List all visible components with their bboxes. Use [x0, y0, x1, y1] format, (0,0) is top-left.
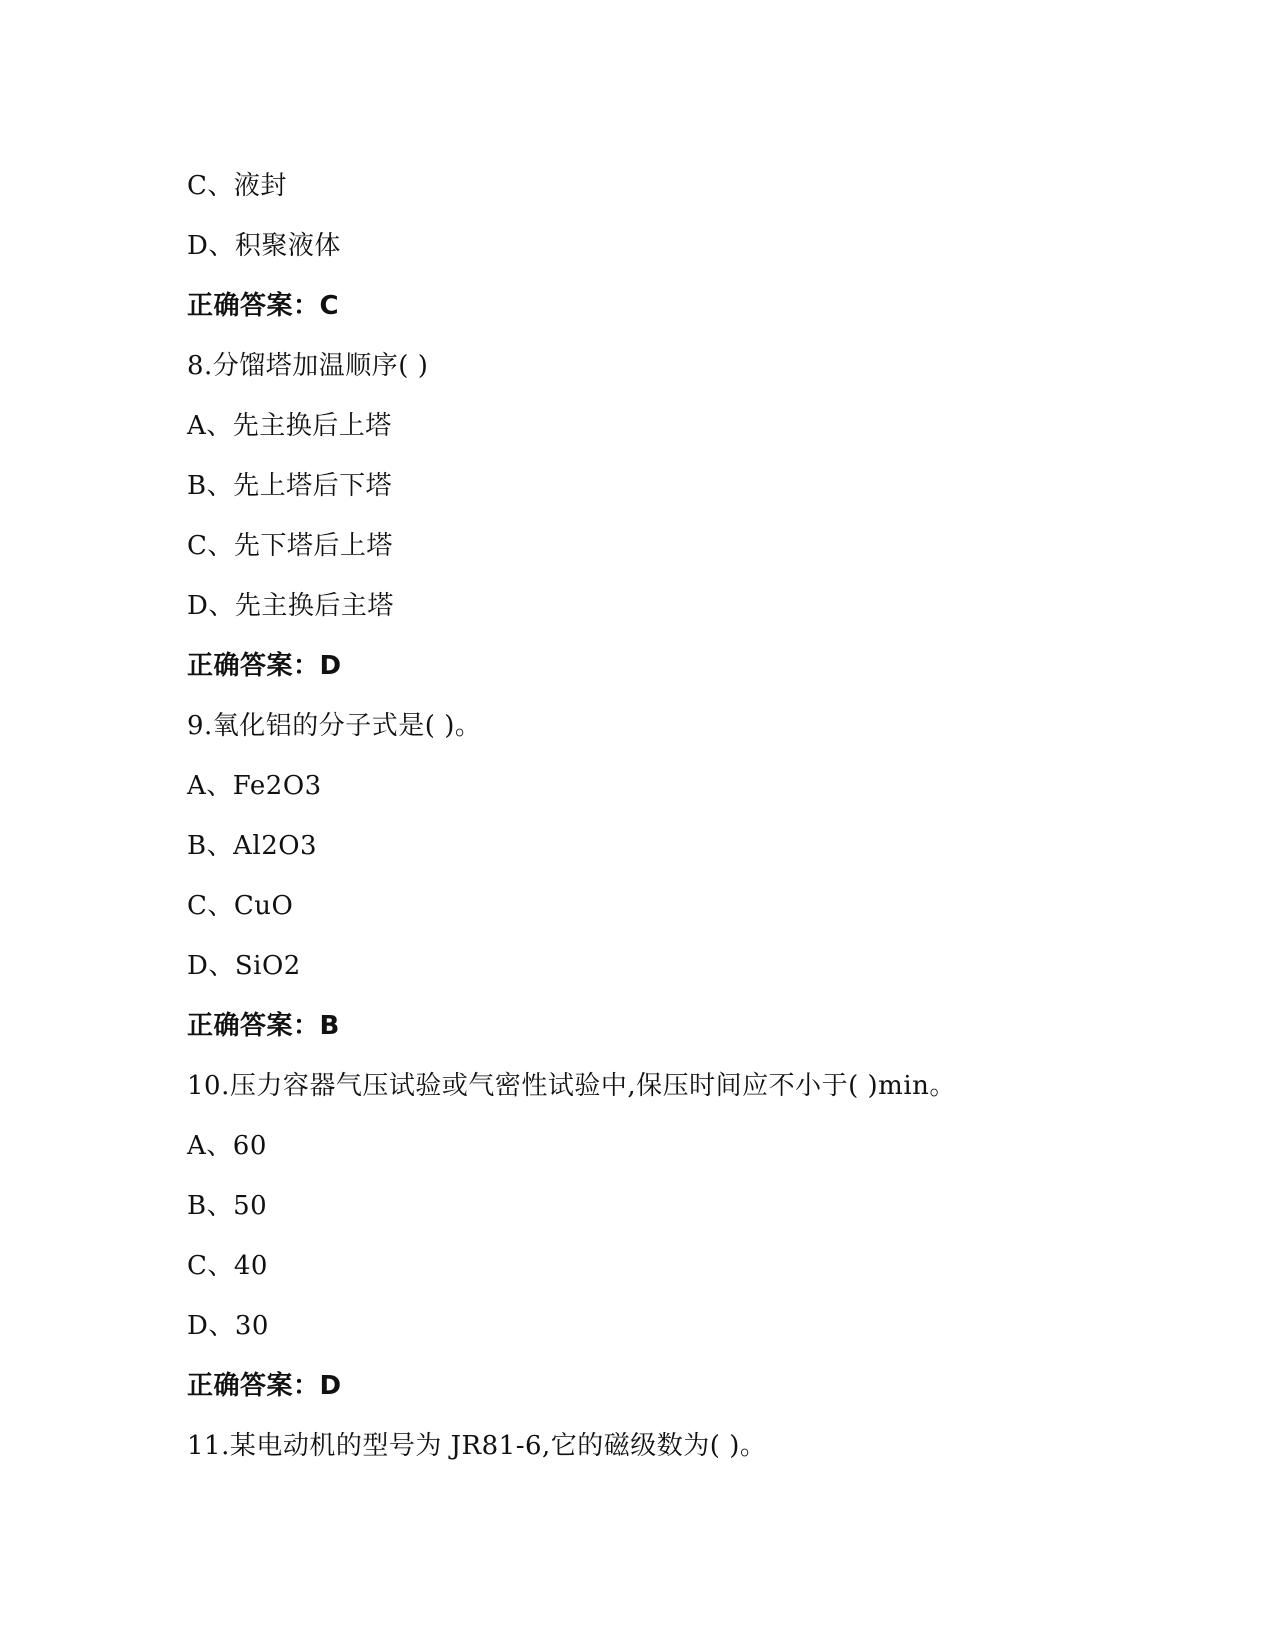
answer-7: 正确答案：C	[187, 291, 340, 321]
question-11: 11.某电动机的型号为 JR81-6,它的磁级数为( )。	[187, 1431, 767, 1461]
option-9a: A、Fe2O3	[187, 771, 322, 801]
option-9d: D、SiO2	[187, 951, 301, 981]
option-8b: B、先上塔后下塔	[187, 471, 393, 501]
question-8: 8.分馏塔加温顺序( )	[187, 351, 429, 381]
option-10d: D、30	[187, 1311, 269, 1341]
option-8a: A、先主换后上塔	[187, 411, 392, 441]
option-10c: C、40	[187, 1251, 268, 1281]
option-10a: A、60	[187, 1131, 267, 1161]
option-10b: B、50	[187, 1191, 268, 1221]
question-9: 9.氧化铝的分子式是( )。	[187, 711, 482, 741]
answer-10: 正确答案：D	[187, 1371, 342, 1401]
answer-9: 正确答案：B	[187, 1011, 340, 1041]
option-9b: B、Al2O3	[187, 831, 318, 861]
option-8d: D、先主换后主塔	[187, 591, 394, 621]
option-9c: C、CuO	[187, 891, 294, 921]
answer-8: 正确答案：D	[187, 651, 342, 681]
option-8c: C、先下塔后上塔	[187, 531, 393, 561]
option-7d: D、积聚液体	[187, 231, 341, 261]
question-10: 10.压力容器气压试验或气密性试验中,保压时间应不小于( )min。	[187, 1071, 956, 1101]
option-7c: C、液封	[187, 171, 287, 201]
